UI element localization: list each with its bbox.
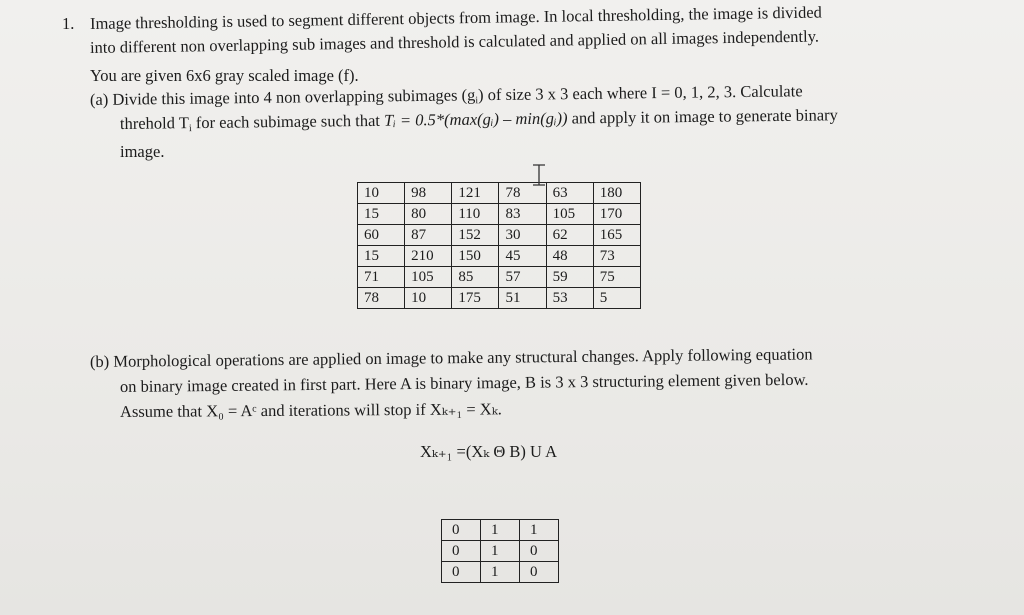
table-cell: 30 xyxy=(499,225,546,246)
part-a-line-2-sub: i xyxy=(188,123,192,135)
part-a-line-1-post: ) of size 3 x 3 each where I = 0, 1, 2, 3. Calculate xyxy=(477,81,803,105)
table-cell: 10 xyxy=(358,183,405,204)
table-cell: 73 xyxy=(593,246,640,267)
table-cell: 51 xyxy=(499,288,546,309)
table-cell: 121 xyxy=(452,183,499,204)
question-number: 1. xyxy=(62,14,75,33)
table-cell: 59 xyxy=(546,267,593,288)
table-cell: 0 xyxy=(442,520,481,541)
table-cell: 180 xyxy=(593,183,640,204)
table-row xyxy=(358,225,641,246)
part-b-line-3: Assume that X₀ = Aᶜ and iterations will stop if Xₖ₊₁ = Xₖ. xyxy=(119,399,502,421)
table-cell: 78 xyxy=(358,288,405,309)
table-cell: 15 xyxy=(358,204,405,225)
table-row xyxy=(358,246,641,267)
table-cell: 1 xyxy=(520,520,559,541)
table-cell: 15 xyxy=(358,246,405,267)
table-cell: 10 xyxy=(405,288,452,309)
table-cell: 0 xyxy=(442,562,481,583)
part-a-line-3: image. xyxy=(120,142,165,161)
table-cell: 175 xyxy=(452,288,499,309)
table-cell: 1 xyxy=(481,562,520,583)
table-row xyxy=(358,204,641,225)
table-cell: 110 xyxy=(452,204,499,225)
table-cell: 80 xyxy=(405,204,452,225)
table-cell: 48 xyxy=(546,246,593,267)
table-cell: 150 xyxy=(452,246,499,267)
table-cell: 98 xyxy=(405,183,452,204)
table-cell: 170 xyxy=(593,204,640,225)
text-cursor-icon xyxy=(530,164,548,186)
table-cell: 165 xyxy=(593,225,640,246)
table-cell: 5 xyxy=(593,288,640,309)
gray-image-table xyxy=(357,182,641,309)
table-row xyxy=(358,288,641,309)
table-cell: 71 xyxy=(358,267,405,288)
table-cell: 0 xyxy=(520,541,559,562)
table-cell: 1 xyxy=(481,520,520,541)
table-row xyxy=(442,541,559,562)
table-cell: 0 xyxy=(442,541,481,562)
part-a-line-2-pre: threhold T xyxy=(119,113,189,133)
table-cell: 0 xyxy=(520,562,559,583)
table-cell: 152 xyxy=(452,225,499,246)
table-cell: 45 xyxy=(499,246,546,267)
part-a-line-1-sub: i xyxy=(475,95,479,107)
table-cell: 62 xyxy=(546,225,593,246)
table-cell: 60 xyxy=(358,225,405,246)
part-a-line-2-post: and apply it on image to generate binary xyxy=(567,105,838,128)
table-cell: 83 xyxy=(499,204,546,225)
table-row xyxy=(442,520,559,541)
table-cell: 105 xyxy=(405,267,452,288)
threshold-formula: Tᵢ = 0.5*(max(gᵢ) – min(gᵢ)) xyxy=(383,108,568,130)
dilation-equation: Xₖ₊₁ =(Xₖ Θ B) U A xyxy=(420,442,558,461)
table-cell: 1 xyxy=(481,541,520,562)
table-cell: 87 xyxy=(405,225,452,246)
intro-line-3: You are given 6x6 gray scaled image (f). xyxy=(90,66,359,85)
table-cell: 85 xyxy=(452,267,499,288)
part-b-line-2: on binary image created in first part. Here A is binary image, B is 3 x 3 structuring element given below. xyxy=(119,369,809,396)
table-row xyxy=(442,562,559,583)
table-cell: 75 xyxy=(593,267,640,288)
intro-line-2: into different non overlapping sub images and threshold is calculated and applied on all images independently. xyxy=(89,26,820,57)
intro-line-1: Image thresholding is used to segment different objects from image. In local thresholding, the image is divided xyxy=(89,2,823,33)
part-a-line-2-mid: for each subimage such that xyxy=(191,110,385,133)
structuring-element-table xyxy=(441,519,559,583)
part-a-line-1-pre: (a) Divide this image into 4 non overlapping subimages (g xyxy=(89,85,476,109)
table-cell: 57 xyxy=(499,267,546,288)
table-cell: 105 xyxy=(546,204,593,225)
table-cell: 78 xyxy=(499,183,546,204)
table-row xyxy=(358,267,641,288)
part-b-line-1: (b) Morphological operations are applied on image to make any structural changes. Apply following equation xyxy=(89,344,813,371)
table-cell: 210 xyxy=(405,246,452,267)
table-row xyxy=(358,183,641,204)
table-cell: 53 xyxy=(546,288,593,309)
table-cell: 63 xyxy=(546,183,593,204)
